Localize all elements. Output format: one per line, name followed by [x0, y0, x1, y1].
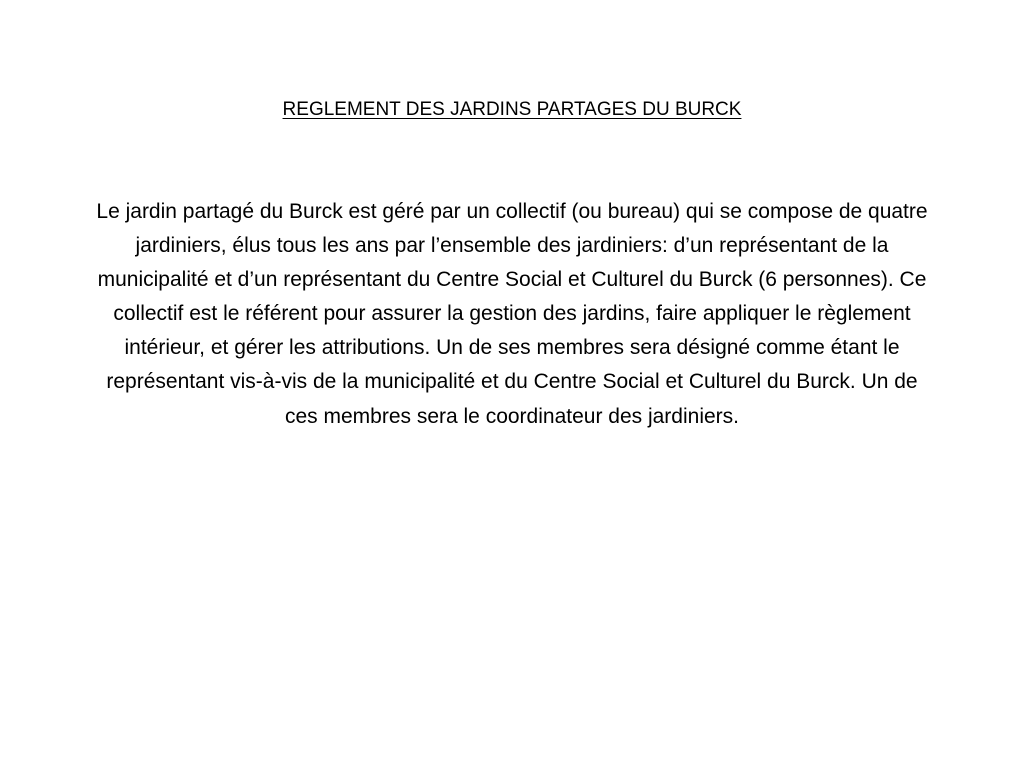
- slide-paragraph: Le jardin partagé du Burck est géré par un collectif (ou bureau) qui se compose de quatre jardiniers, élus tous les ans par l’ensemble des jardiniers: d’un représentant de la municipalité et d’un représentant du Centre Social et Culturel du Burck (6 personnes). Ce collectif est le référent pour assurer la gestion des jardins, faire appliquer le règlement intérieur, et gérer les attributions. Un de ses membres sera désigné comme étant le représentant vis-à-vis de la municipalité et du Centre Social et Culturel du Burck. Un de ces membres sera le coordinateur des jardiniers.: [96, 200, 928, 428]
- slide-title: REGLEMENT DES JARDINS PARTAGES DU BURCK: [282, 99, 742, 120]
